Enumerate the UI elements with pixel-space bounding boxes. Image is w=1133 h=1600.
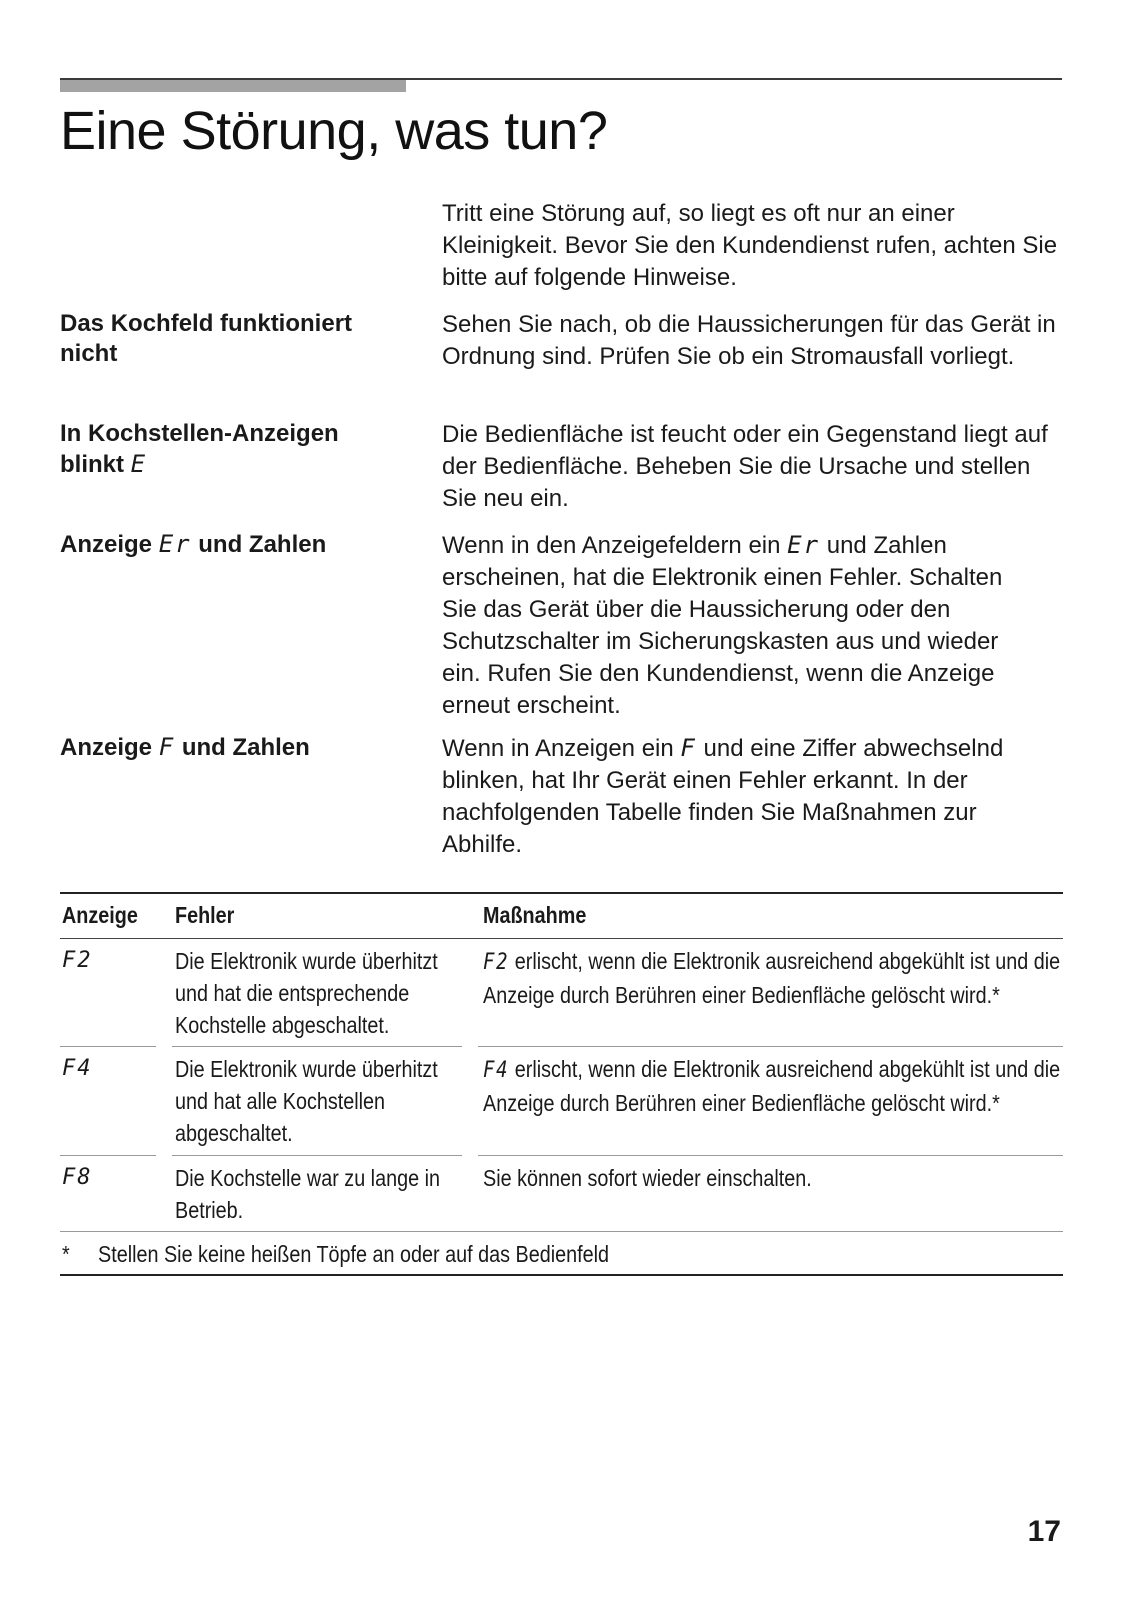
display-code-f-inline: F [680, 734, 697, 762]
section-4-heading-suffix: und Zahlen [181, 734, 310, 761]
table-header-rule [60, 938, 1063, 939]
table-row-2-massnahme-code: F4 [483, 1058, 510, 1083]
table-row-1-massnahme [483, 945, 1064, 1011]
table-top-rule [60, 892, 1063, 894]
table-header-anzeige: Anzeige [62, 902, 138, 928]
section-1-heading [60, 309, 390, 369]
table-row-2-code: F4 [62, 1056, 93, 1081]
table-row-2-massnahme [483, 1053, 1064, 1119]
table-row-3-massnahme [483, 1162, 1064, 1196]
row-1-rule-c [478, 1046, 1063, 1047]
section-3-heading-suffix: und Zahlen [198, 531, 327, 558]
section-4-heading [60, 732, 420, 763]
table-row-3-fehler: Die Kochstelle war zu lange in Betrieb. [175, 1165, 440, 1223]
row-3-rule [60, 1231, 1063, 1232]
page-number: 17 [1027, 1515, 1061, 1548]
display-code-er-inline: Er [787, 531, 821, 559]
section-2-heading-text: In Kochstellen-Anzeigen blinkt [60, 420, 339, 478]
table-row-3-code: F8 [62, 1165, 93, 1190]
section-2-heading [60, 419, 380, 480]
footnote-text: Stellen Sie keine heißen Töpfe an oder auf das Bedienfeld [98, 1241, 609, 1267]
table-header-fehler: Fehler [175, 902, 235, 928]
section-4-text [442, 732, 1042, 861]
table-row-1-massnahme-text: erlischt, wenn die Elektronik ausreichend abgekühlt ist und die Anzeige durch Berühren einer Bedienfläche gelöscht wird.* [483, 948, 1061, 1008]
section-3-heading-text: Anzeige [60, 531, 153, 558]
table-row-1-fehler: Die Elektronik wurde überhitzt und hat die entsprechende Kochstelle abgeschaltet. [175, 948, 438, 1038]
table-row-3-massnahme-text: Sie können sofort wieder einschalten. [483, 1165, 812, 1191]
table-header-massnahme: Maßnahme [483, 902, 587, 928]
row-2-rule-a [60, 1155, 156, 1156]
table-row-2-massnahme-text: erlischt, wenn die Elektronik ausreichend abgekühlt ist und die Anzeige durch Berühren einer Bedienfläche gelöscht wird.* [483, 1056, 1061, 1116]
section-3-heading [60, 529, 420, 560]
table-bottom-rule [60, 1274, 1063, 1276]
section-1-heading-text: Das Kochfeld funktioniert nicht [60, 310, 353, 367]
display-code-e: E [130, 450, 148, 478]
table-row-2-fehler: Die Elektronik wurde überhitzt und hat alle Kochstellen abgeschaltet. [175, 1056, 438, 1146]
row-1-rule-a [60, 1046, 156, 1047]
display-code-er: Er [158, 530, 192, 558]
section-4-text-main: und eine Ziffer abwechselnd blinken, hat Ihr Gerät einen Fehler erkannt. In der nachfolgenden Tabelle finden Sie Maßnahmen zur Abhilfe. [442, 735, 1004, 858]
section-3-text-main: und Zahlen erscheinen, hat die Elektronik einen Fehler. Schalten Sie das Gerät über die Haussicherung oder den Schutzschalter im Sicherungskasten aus und wieder ein. Rufen Sie den Kundendienst, wenn die Anzeige erneut erscheint. [442, 532, 1003, 719]
row-1-rule-b [172, 1046, 462, 1047]
section-4-text-pre: Wenn in Anzeigen ein [442, 735, 674, 762]
header-accent-bar [60, 80, 406, 92]
page-title: Eine Störung, was tun? [60, 101, 608, 161]
section-1-text: Sehen Sie nach, ob die Haussicherungen für das Gerät in Ordnung sind. Prüfen Sie ob ein Stromausfall vorliegt. [442, 311, 1056, 370]
intro-text: Tritt eine Störung auf, so liegt es oft nur an einer Kleinigkeit. Bevor Sie den Kundendienst rufen, achten Sie bitte auf folgende Hinweise. [442, 200, 1058, 291]
row-2-rule-c [478, 1155, 1063, 1156]
display-code-f: F [158, 733, 176, 761]
section-3-text-pre: Wenn in den Anzeigefeldern ein [442, 532, 781, 559]
table-row-1-massnahme-code: F2 [483, 950, 510, 975]
row-2-rule-b [172, 1155, 462, 1156]
section-2-text: Die Bedienfläche ist feucht oder ein Gegenstand liegt auf der Bedienfläche. Beheben Sie die Ursache und stellen Sie neu ein. [442, 421, 1048, 512]
section-3-text [442, 529, 1042, 722]
table-row-1-code: F2 [62, 948, 93, 973]
section-4-heading-text: Anzeige [60, 734, 153, 761]
footnote-mark: * [62, 1241, 70, 1267]
